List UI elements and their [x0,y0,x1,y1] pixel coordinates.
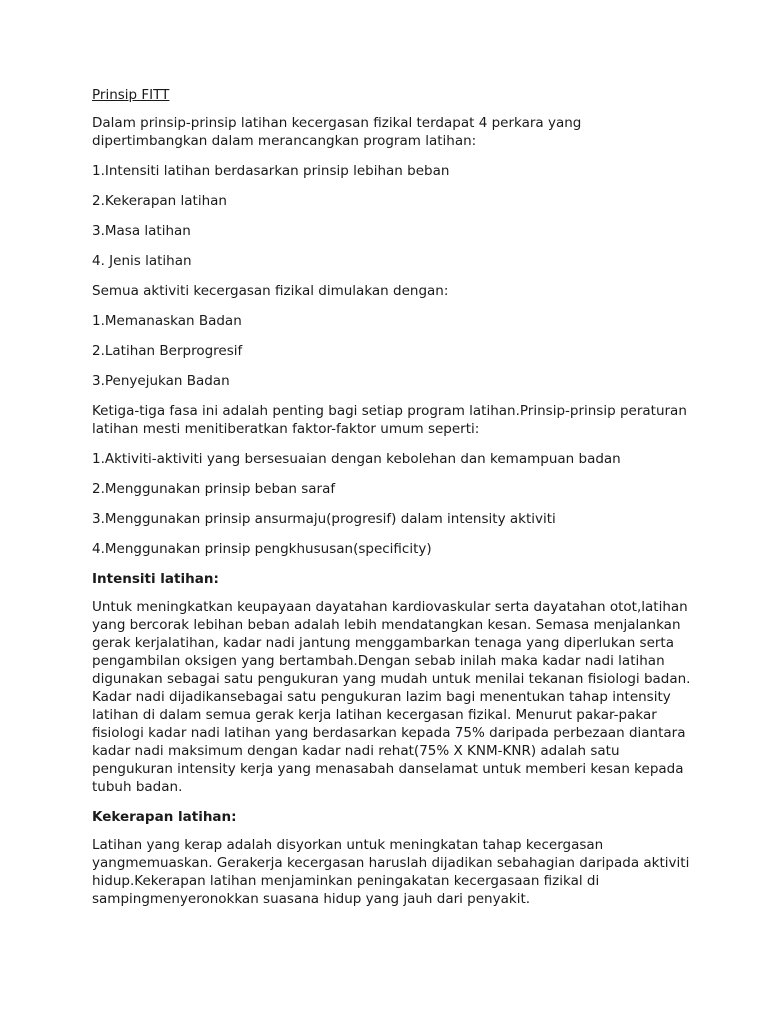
phase-item-2: 2.Latihan Berprogresif [92,343,243,359]
document-page [92,86,692,920]
factor-item-4: 4.Menggunakan prinsip pengkhususan(specificity) [92,541,432,557]
activity-intro-paragraph: Semua aktiviti kecergasan fizikal dimulakan dengan: [92,283,449,299]
factor-item-3: 3.Menggunakan prinsip ansurmaju(progresif) dalam intensity aktiviti [92,511,556,527]
frequency-heading: Kekerapan latihan: [92,809,237,825]
fitt-item-3: 3.Masa latihan [92,223,191,239]
factor-item-2: 2.Menggunakan prinsip beban saraf [92,481,336,497]
fitt-item-4: 4. Jenis latihan [92,253,192,269]
phases-note-paragraph: Ketiga-tiga fasa ini adalah penting bagi setiap program latihan.Prinsip-prinsip peraturan latihan mesti menitiberatkan faktor-faktor umum seperti: [92,403,687,437]
factor-item-1: 1.Aktiviti-aktiviti yang bersesuaian dengan kebolehan dan kemampuan badan [92,451,621,467]
fitt-item-1: 1.Intensiti latihan berdasarkan prinsip lebihan beban [92,163,450,179]
frequency-paragraph: Latihan yang kerap adalah disyorkan untuk meningkatan tahap kecergasan yangmemuaskan. Gerakerja kecergasan haruslah dijadikan sebahagian daripada aktiviti hidup.Kekerapan latihan menjaminkan peningakatan kecergasaan fizikal di sampingmenyeronokkan suasana hidup yang jauh dari penyakit. [92,837,690,907]
fitt-item-2: 2.Kekerapan latihan [92,193,227,209]
document-title: Prinsip FITT [92,87,170,103]
intensity-paragraph: Untuk meningkatkan keupayaan dayatahan kardiovaskular serta dayatahan otot,latihan yang bercorak lebihan beban adalah lebih mendatangkan kesan. Semasa menjalankan gerak kerjalatihan, kadar nadi jantung menggambarkan tenaga yang diperlukan serta pengambilan oksigen yang bertambah.Dengan sebab inilah maka kadar nadi latihan digunakan sebagai satu pengukuran yang mudah untuk menilai tekanan fisiologi badan. Kadar nadi dijadikansebagai satu pengukuran lazim bagi menentukan tahap intensity latihan di dalam semua gerak kerja latihan kecergasan fizikal. Menurut pakar-pakar fisiologi kadar nadi latihan yang berdasarkan kepada 75% daripada perbezaan diantara kadar nadi maksimum dengan kadar nadi rehat(75% X KNM-KNR) adalah satu pengukuran intensity kerja yang menasabah danselamat untuk memberi kesan kepada tubuh badan. [92,599,691,795]
intro-paragraph: Dalam prinsip-prinsip latihan kecergasan fizikal terdapat 4 perkara yang dipertimbangkan dalam merancangkan program latihan: [92,115,582,149]
phase-item-3: 3.Penyejukan Badan [92,373,230,389]
phase-item-1: 1.Memanaskan Badan [92,313,242,329]
intensity-heading: Intensiti latihan: [92,571,219,587]
